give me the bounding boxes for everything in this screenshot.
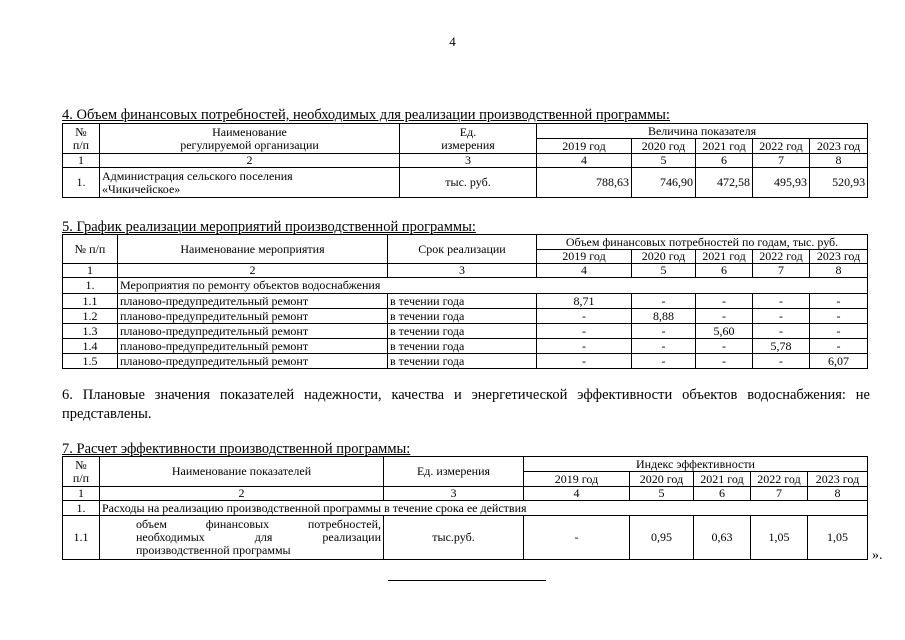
- row-org-name: Администрация сельского поселения «Чикичейское»: [100, 168, 400, 198]
- row-value: 0,63: [694, 516, 751, 560]
- group-name: Мероприятия по ремонту объектов водоснабжения: [118, 278, 868, 294]
- row-activity-name: планово-предупредительный ремонт: [118, 354, 388, 369]
- header-year: 2020 год: [632, 250, 696, 264]
- col-number: 5: [630, 487, 694, 501]
- footer-divider: [388, 580, 546, 581]
- col-number: 1: [63, 487, 100, 501]
- row-value: -: [696, 354, 753, 369]
- col-number: 7: [753, 264, 810, 278]
- row-indicator-name: объем финансовых потребностей, необходимых для реализации производственной программы: [100, 516, 384, 560]
- row-value: -: [524, 516, 630, 560]
- row-value: 0,95: [630, 516, 694, 560]
- row-value: -: [753, 294, 810, 309]
- header-year: 2020 год: [630, 472, 694, 487]
- row-value: 472,58: [696, 168, 753, 198]
- row-num: 1.5: [63, 354, 118, 369]
- col-number: 5: [632, 264, 696, 278]
- header-year: 2022 год: [753, 139, 810, 154]
- header-year: 2023 год: [810, 139, 868, 154]
- row-unit: тыс. руб.: [400, 168, 537, 198]
- row-value: -: [537, 339, 632, 354]
- header-org-name: Наименование регулируемой организации: [100, 124, 400, 154]
- row-value: -: [810, 294, 868, 309]
- row-value: -: [537, 324, 632, 339]
- col-number: 5: [632, 154, 696, 168]
- header-unit: Ед. измерения: [384, 457, 524, 487]
- row-value: 1,05: [808, 516, 868, 560]
- row-term: в течении года: [388, 339, 537, 354]
- table-row: [63, 324, 868, 339]
- section7-title: 7. Расчет эффективности производственной программы:: [62, 441, 411, 457]
- header-year: 2022 год: [751, 472, 808, 487]
- row-value: 6,07: [810, 354, 868, 369]
- header-value-group: Объем финансовых потребностей по годам, тыс. руб.: [537, 235, 868, 250]
- group-name: Расходы на реализацию производственной программы в течение срока ее действия: [100, 501, 868, 516]
- header-num: № п/п: [63, 457, 100, 487]
- header-activity-name: Наименование мероприятия: [118, 235, 388, 264]
- group-num: 1.: [63, 278, 118, 294]
- col-number: 7: [753, 154, 810, 168]
- col-number: 4: [524, 487, 630, 501]
- header-indicator-name: Наименование показателей: [100, 457, 384, 487]
- row-value: 8,71: [537, 294, 632, 309]
- header-year: 2023 год: [808, 472, 868, 487]
- col-number: 7: [751, 487, 808, 501]
- row-num: 1.1: [63, 294, 118, 309]
- row-value: 5,78: [753, 339, 810, 354]
- header-year: 2021 год: [694, 472, 751, 487]
- header-value-group: Величина показателя: [537, 124, 868, 139]
- header-year: 2019 год: [524, 472, 630, 487]
- table-row: [63, 168, 868, 198]
- col-number: 8: [810, 264, 868, 278]
- row-value: 8,88: [632, 309, 696, 324]
- col-number: 1: [63, 154, 100, 168]
- table-row: [63, 309, 868, 324]
- col-number: 3: [388, 264, 537, 278]
- row-unit: тыс.руб.: [384, 516, 524, 560]
- section4-title: 4. Объем финансовых потребностей, необходимых для реализации производственной программы:: [62, 107, 670, 123]
- table-row: [63, 294, 868, 309]
- header-year: 2022 год: [753, 250, 810, 264]
- row-num: 1.3: [63, 324, 118, 339]
- header-num: № п/п: [63, 124, 100, 154]
- header-unit: Ед. измерения: [400, 124, 537, 154]
- row-value: -: [753, 354, 810, 369]
- closing-quote: ».: [872, 548, 883, 563]
- row-value: -: [696, 294, 753, 309]
- row-value: -: [537, 309, 632, 324]
- row-num: 1.: [63, 168, 100, 198]
- row-num: 1.1: [63, 516, 100, 560]
- row-activity-name: планово-предупредительный ремонт: [118, 324, 388, 339]
- row-value: 5,60: [696, 324, 753, 339]
- group-row: [63, 501, 868, 516]
- row-activity-name: планово-предупредительный ремонт: [118, 294, 388, 309]
- header-year: 2021 год: [696, 139, 753, 154]
- row-value: 788,63: [537, 168, 632, 198]
- col-number: 2: [100, 154, 400, 168]
- row-term: в течении года: [388, 354, 537, 369]
- col-number: 1: [63, 264, 118, 278]
- row-num: 1.2: [63, 309, 118, 324]
- row-term: в течении года: [388, 309, 537, 324]
- row-term: в течении года: [388, 294, 537, 309]
- section5-table: [62, 234, 868, 369]
- row-value: -: [810, 324, 868, 339]
- header-year: 2021 год: [696, 250, 753, 264]
- row-value: 746,90: [632, 168, 696, 198]
- section4-table: [62, 123, 868, 198]
- row-value: -: [753, 309, 810, 324]
- col-number: 6: [696, 264, 753, 278]
- header-year: 2020 год: [632, 139, 696, 154]
- page-number: 4: [449, 34, 456, 49]
- col-number: 2: [100, 487, 384, 501]
- row-activity-name: планово-предупредительный ремонт: [118, 309, 388, 324]
- row-value: 1,05: [751, 516, 808, 560]
- row-value: -: [696, 309, 753, 324]
- table-row: [63, 516, 868, 560]
- row-value: 520,93: [810, 168, 868, 198]
- header-year: 2019 год: [537, 250, 632, 264]
- col-number: 2: [118, 264, 388, 278]
- row-value: -: [632, 339, 696, 354]
- row-term: в течении года: [388, 324, 537, 339]
- row-num: 1.4: [63, 339, 118, 354]
- group-num: 1.: [63, 501, 100, 516]
- col-number: 6: [696, 154, 753, 168]
- row-value: -: [753, 324, 810, 339]
- col-number: 6: [694, 487, 751, 501]
- section7-table: [62, 456, 868, 560]
- row-value: -: [537, 354, 632, 369]
- table-row: [63, 339, 868, 354]
- col-number: 3: [400, 154, 537, 168]
- row-value: -: [632, 354, 696, 369]
- header-term: Срок реализации: [388, 235, 537, 264]
- section5-title: 5. График реализации мероприятий производственной программы:: [62, 219, 476, 235]
- header-num: № п/п: [63, 235, 118, 264]
- header-year: 2023 год: [810, 250, 868, 264]
- group-row: [63, 278, 868, 294]
- row-value: -: [810, 339, 868, 354]
- header-year: 2019 год: [537, 139, 632, 154]
- row-activity-name: планово-предупредительный ремонт: [118, 339, 388, 354]
- col-number: 4: [537, 154, 632, 168]
- row-value: -: [696, 339, 753, 354]
- header-value-group: Индекс эффективности: [524, 457, 868, 472]
- row-value: -: [632, 324, 696, 339]
- row-value: -: [810, 309, 868, 324]
- col-number: 8: [810, 154, 868, 168]
- table-row: [63, 354, 868, 369]
- col-number: 4: [537, 264, 632, 278]
- col-number: 8: [808, 487, 868, 501]
- col-number: 3: [384, 487, 524, 501]
- row-value: -: [632, 294, 696, 309]
- section6-text: 6. Плановые значения показателей надежности, качества и энергетической эффективности объектов водоснабжения: не представлены.: [62, 387, 870, 422]
- row-value: 495,93: [753, 168, 810, 198]
